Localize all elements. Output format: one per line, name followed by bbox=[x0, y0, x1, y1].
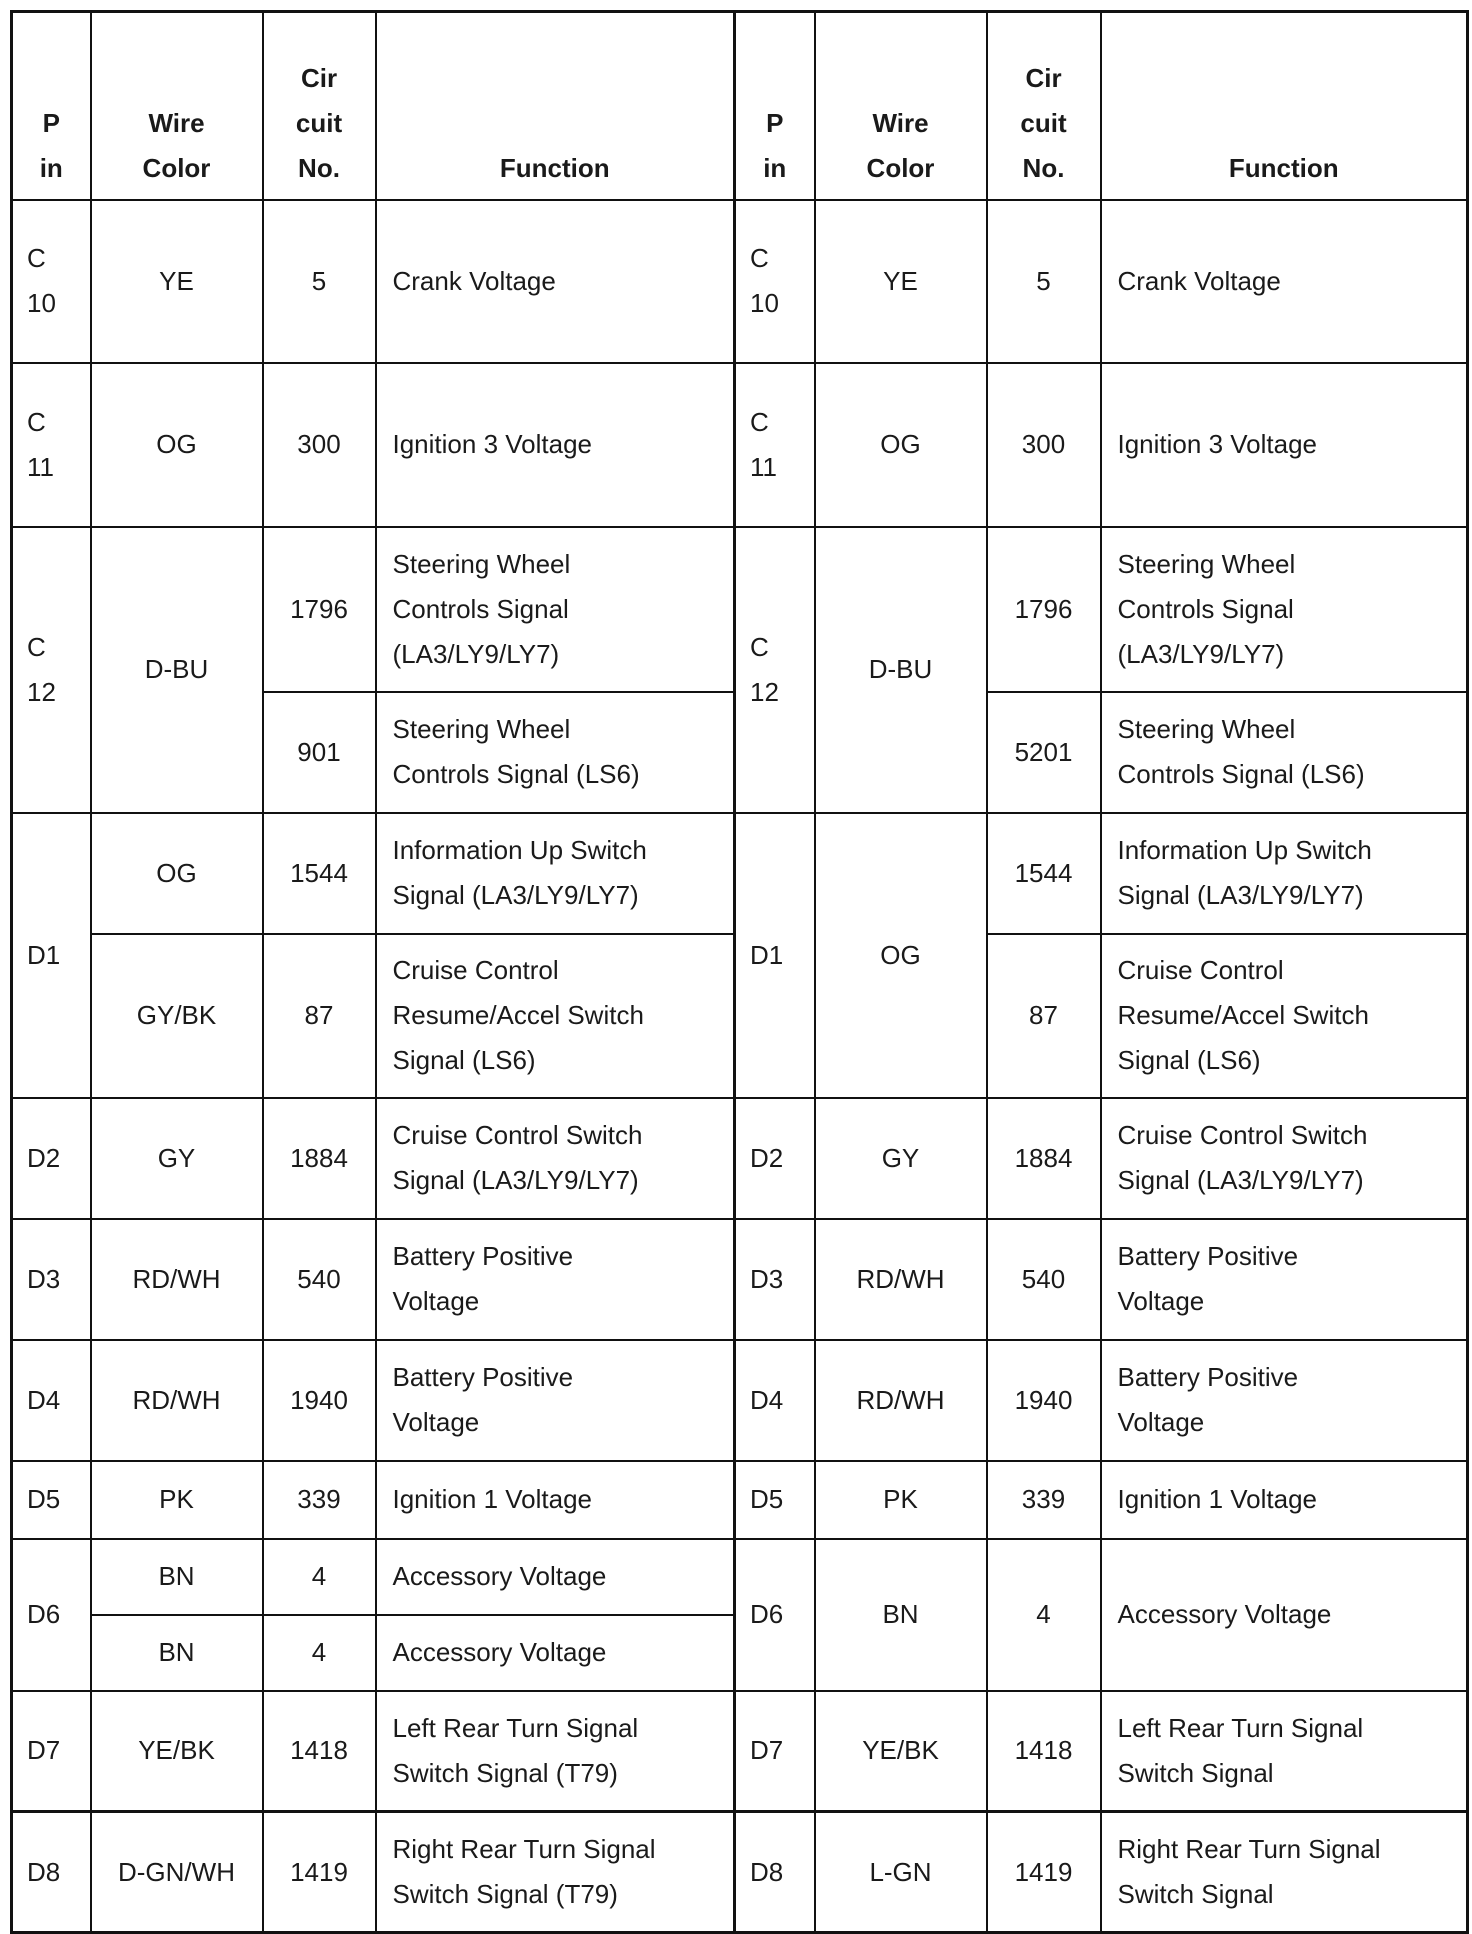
function-cell: Crank Voltage bbox=[376, 200, 735, 363]
function-cell: Steering Wheel Controls Signal (LS6) bbox=[1101, 692, 1468, 813]
table-row bbox=[12, 813, 1468, 934]
table-row bbox=[12, 1812, 1468, 1933]
pin-cell: D4 bbox=[735, 1340, 815, 1461]
circuit-cell: 5 bbox=[987, 200, 1101, 363]
function-cell: Cruise Control Switch Signal (LA3/LY9/LY7) bbox=[1101, 1098, 1468, 1219]
function-cell: Left Rear Turn Signal Switch Signal (T79) bbox=[376, 1691, 735, 1812]
table-row bbox=[12, 1098, 1468, 1219]
pinout-sheet bbox=[10, 10, 1469, 1934]
pin-cell: C 10 bbox=[12, 200, 91, 363]
header-row bbox=[12, 12, 1468, 200]
header-function-right: Function bbox=[1101, 12, 1468, 200]
wire-color-cell: RD/WH bbox=[91, 1219, 263, 1340]
circuit-cell: 540 bbox=[263, 1219, 376, 1340]
circuit-cell: 1544 bbox=[263, 813, 376, 934]
circuit-cell: 1884 bbox=[987, 1098, 1101, 1219]
function-cell: Right Rear Turn Signal Switch Signal (T79) bbox=[376, 1812, 735, 1933]
wire-color-cell: BN bbox=[91, 1539, 263, 1615]
header-wire-left: Wire Color bbox=[91, 12, 263, 200]
circuit-cell: 1418 bbox=[987, 1691, 1101, 1812]
function-cell: Accessory Voltage bbox=[1101, 1539, 1468, 1691]
wire-color-cell: OG bbox=[815, 363, 987, 527]
pin-cell: D2 bbox=[735, 1098, 815, 1219]
table-row bbox=[12, 363, 1468, 527]
function-cell: Steering Wheel Controls Signal (LA3/LY9/LY7) bbox=[1101, 527, 1468, 692]
circuit-cell: 901 bbox=[263, 692, 376, 813]
wire-color-cell: OG bbox=[815, 813, 987, 1098]
wire-color-cell: L-GN bbox=[815, 1812, 987, 1933]
function-cell: Right Rear Turn Signal Switch Signal bbox=[1101, 1812, 1468, 1933]
header-circuit-left: Cir cuit No. bbox=[263, 12, 376, 200]
circuit-cell: 1940 bbox=[263, 1340, 376, 1461]
pin-cell: C 12 bbox=[12, 527, 91, 813]
wire-color-cell: RD/WH bbox=[815, 1219, 987, 1340]
header-wire-right: Wire Color bbox=[815, 12, 987, 200]
pin-cell: D8 bbox=[735, 1812, 815, 1933]
wire-color-cell: BN bbox=[815, 1539, 987, 1691]
circuit-cell: 1419 bbox=[987, 1812, 1101, 1933]
pin-cell: D4 bbox=[12, 1340, 91, 1461]
pin-cell: D6 bbox=[12, 1539, 91, 1691]
function-cell: Ignition 1 Voltage bbox=[376, 1461, 735, 1539]
function-cell: Steering Wheel Controls Signal (LA3/LY9/LY7) bbox=[376, 527, 735, 692]
wire-color-cell: YE/BK bbox=[815, 1691, 987, 1812]
function-cell: Cruise Control Resume/Accel Switch Signal (LS6) bbox=[376, 934, 735, 1098]
pin-cell: D6 bbox=[735, 1539, 815, 1691]
function-cell: Cruise Control Resume/Accel Switch Signal (LS6) bbox=[1101, 934, 1468, 1098]
wire-color-cell: YE/BK bbox=[91, 1691, 263, 1812]
header-function-left: Function bbox=[376, 12, 735, 200]
function-cell: Accessory Voltage bbox=[376, 1539, 735, 1615]
function-cell: Crank Voltage bbox=[1101, 200, 1468, 363]
circuit-cell: 1419 bbox=[263, 1812, 376, 1933]
function-cell: Battery Positive Voltage bbox=[1101, 1340, 1468, 1461]
circuit-cell: 4 bbox=[263, 1615, 376, 1691]
pin-cell: D2 bbox=[12, 1098, 91, 1219]
wire-color-cell: YE bbox=[91, 200, 263, 363]
wire-color-cell: YE bbox=[815, 200, 987, 363]
pin-cell: C 11 bbox=[12, 363, 91, 527]
table-row bbox=[12, 1219, 1468, 1340]
wire-color-cell: RD/WH bbox=[815, 1340, 987, 1461]
pin-cell: C 10 bbox=[735, 200, 815, 363]
pin-cell: D3 bbox=[12, 1219, 91, 1340]
header-pin-right: P in bbox=[735, 12, 815, 200]
circuit-cell: 87 bbox=[263, 934, 376, 1098]
wire-color-cell: D-BU bbox=[815, 527, 987, 813]
pin-cell: D7 bbox=[12, 1691, 91, 1812]
function-cell: Information Up Switch Signal (LA3/LY9/LY7) bbox=[376, 813, 735, 934]
pin-cell: C 12 bbox=[735, 527, 815, 813]
pin-cell: D8 bbox=[12, 1812, 91, 1933]
circuit-cell: 4 bbox=[987, 1539, 1101, 1691]
circuit-cell: 339 bbox=[987, 1461, 1101, 1539]
table-row bbox=[12, 1539, 1468, 1615]
pin-cell: D5 bbox=[12, 1461, 91, 1539]
function-cell: Accessory Voltage bbox=[376, 1615, 735, 1691]
function-cell: Information Up Switch Signal (LA3/LY9/LY7) bbox=[1101, 813, 1468, 934]
table-row bbox=[12, 1340, 1468, 1461]
wire-color-cell: D-GN/WH bbox=[91, 1812, 263, 1933]
circuit-cell: 1796 bbox=[263, 527, 376, 692]
circuit-cell: 87 bbox=[987, 934, 1101, 1098]
circuit-cell: 339 bbox=[263, 1461, 376, 1539]
circuit-cell: 5201 bbox=[987, 692, 1101, 813]
wire-color-cell: GY/BK bbox=[91, 934, 263, 1098]
wire-color-cell: GY bbox=[815, 1098, 987, 1219]
function-cell: Left Rear Turn Signal Switch Signal bbox=[1101, 1691, 1468, 1812]
wire-color-cell: PK bbox=[91, 1461, 263, 1539]
function-cell: Battery Positive Voltage bbox=[1101, 1219, 1468, 1340]
function-cell: Ignition 3 Voltage bbox=[1101, 363, 1468, 527]
circuit-cell: 5 bbox=[263, 200, 376, 363]
table-row bbox=[12, 200, 1468, 363]
table-row bbox=[12, 1461, 1468, 1539]
header-pin-left: P in bbox=[12, 12, 91, 200]
circuit-cell: 300 bbox=[987, 363, 1101, 527]
function-cell: Battery Positive Voltage bbox=[376, 1340, 735, 1461]
pin-cell: D1 bbox=[12, 813, 91, 1098]
circuit-cell: 1544 bbox=[987, 813, 1101, 934]
circuit-cell: 1796 bbox=[987, 527, 1101, 692]
pin-cell: D1 bbox=[735, 813, 815, 1098]
wire-color-cell: OG bbox=[91, 813, 263, 934]
wire-color-cell: D-BU bbox=[91, 527, 263, 813]
circuit-cell: 1940 bbox=[987, 1340, 1101, 1461]
circuit-cell: 1884 bbox=[263, 1098, 376, 1219]
circuit-cell: 1418 bbox=[263, 1691, 376, 1812]
circuit-cell: 540 bbox=[987, 1219, 1101, 1340]
circuit-cell: 300 bbox=[263, 363, 376, 527]
pin-cell: D3 bbox=[735, 1219, 815, 1340]
wire-color-cell: BN bbox=[91, 1615, 263, 1691]
function-cell: Steering Wheel Controls Signal (LS6) bbox=[376, 692, 735, 813]
wire-color-cell: GY bbox=[91, 1098, 263, 1219]
function-cell: Battery Positive Voltage bbox=[376, 1219, 735, 1340]
pin-cell: C 11 bbox=[735, 363, 815, 527]
table-row bbox=[12, 527, 1468, 692]
function-cell: Ignition 1 Voltage bbox=[1101, 1461, 1468, 1539]
wire-color-cell: OG bbox=[91, 363, 263, 527]
table-row bbox=[12, 1691, 1468, 1812]
header-circuit-right: Cir cuit No. bbox=[987, 12, 1101, 200]
circuit-cell: 4 bbox=[263, 1539, 376, 1615]
pin-cell: D5 bbox=[735, 1461, 815, 1539]
pinout-table bbox=[10, 10, 1469, 1934]
wire-color-cell: RD/WH bbox=[91, 1340, 263, 1461]
pin-cell: D7 bbox=[735, 1691, 815, 1812]
function-cell: Cruise Control Switch Signal (LA3/LY9/LY7) bbox=[376, 1098, 735, 1219]
function-cell: Ignition 3 Voltage bbox=[376, 363, 735, 527]
wire-color-cell: PK bbox=[815, 1461, 987, 1539]
